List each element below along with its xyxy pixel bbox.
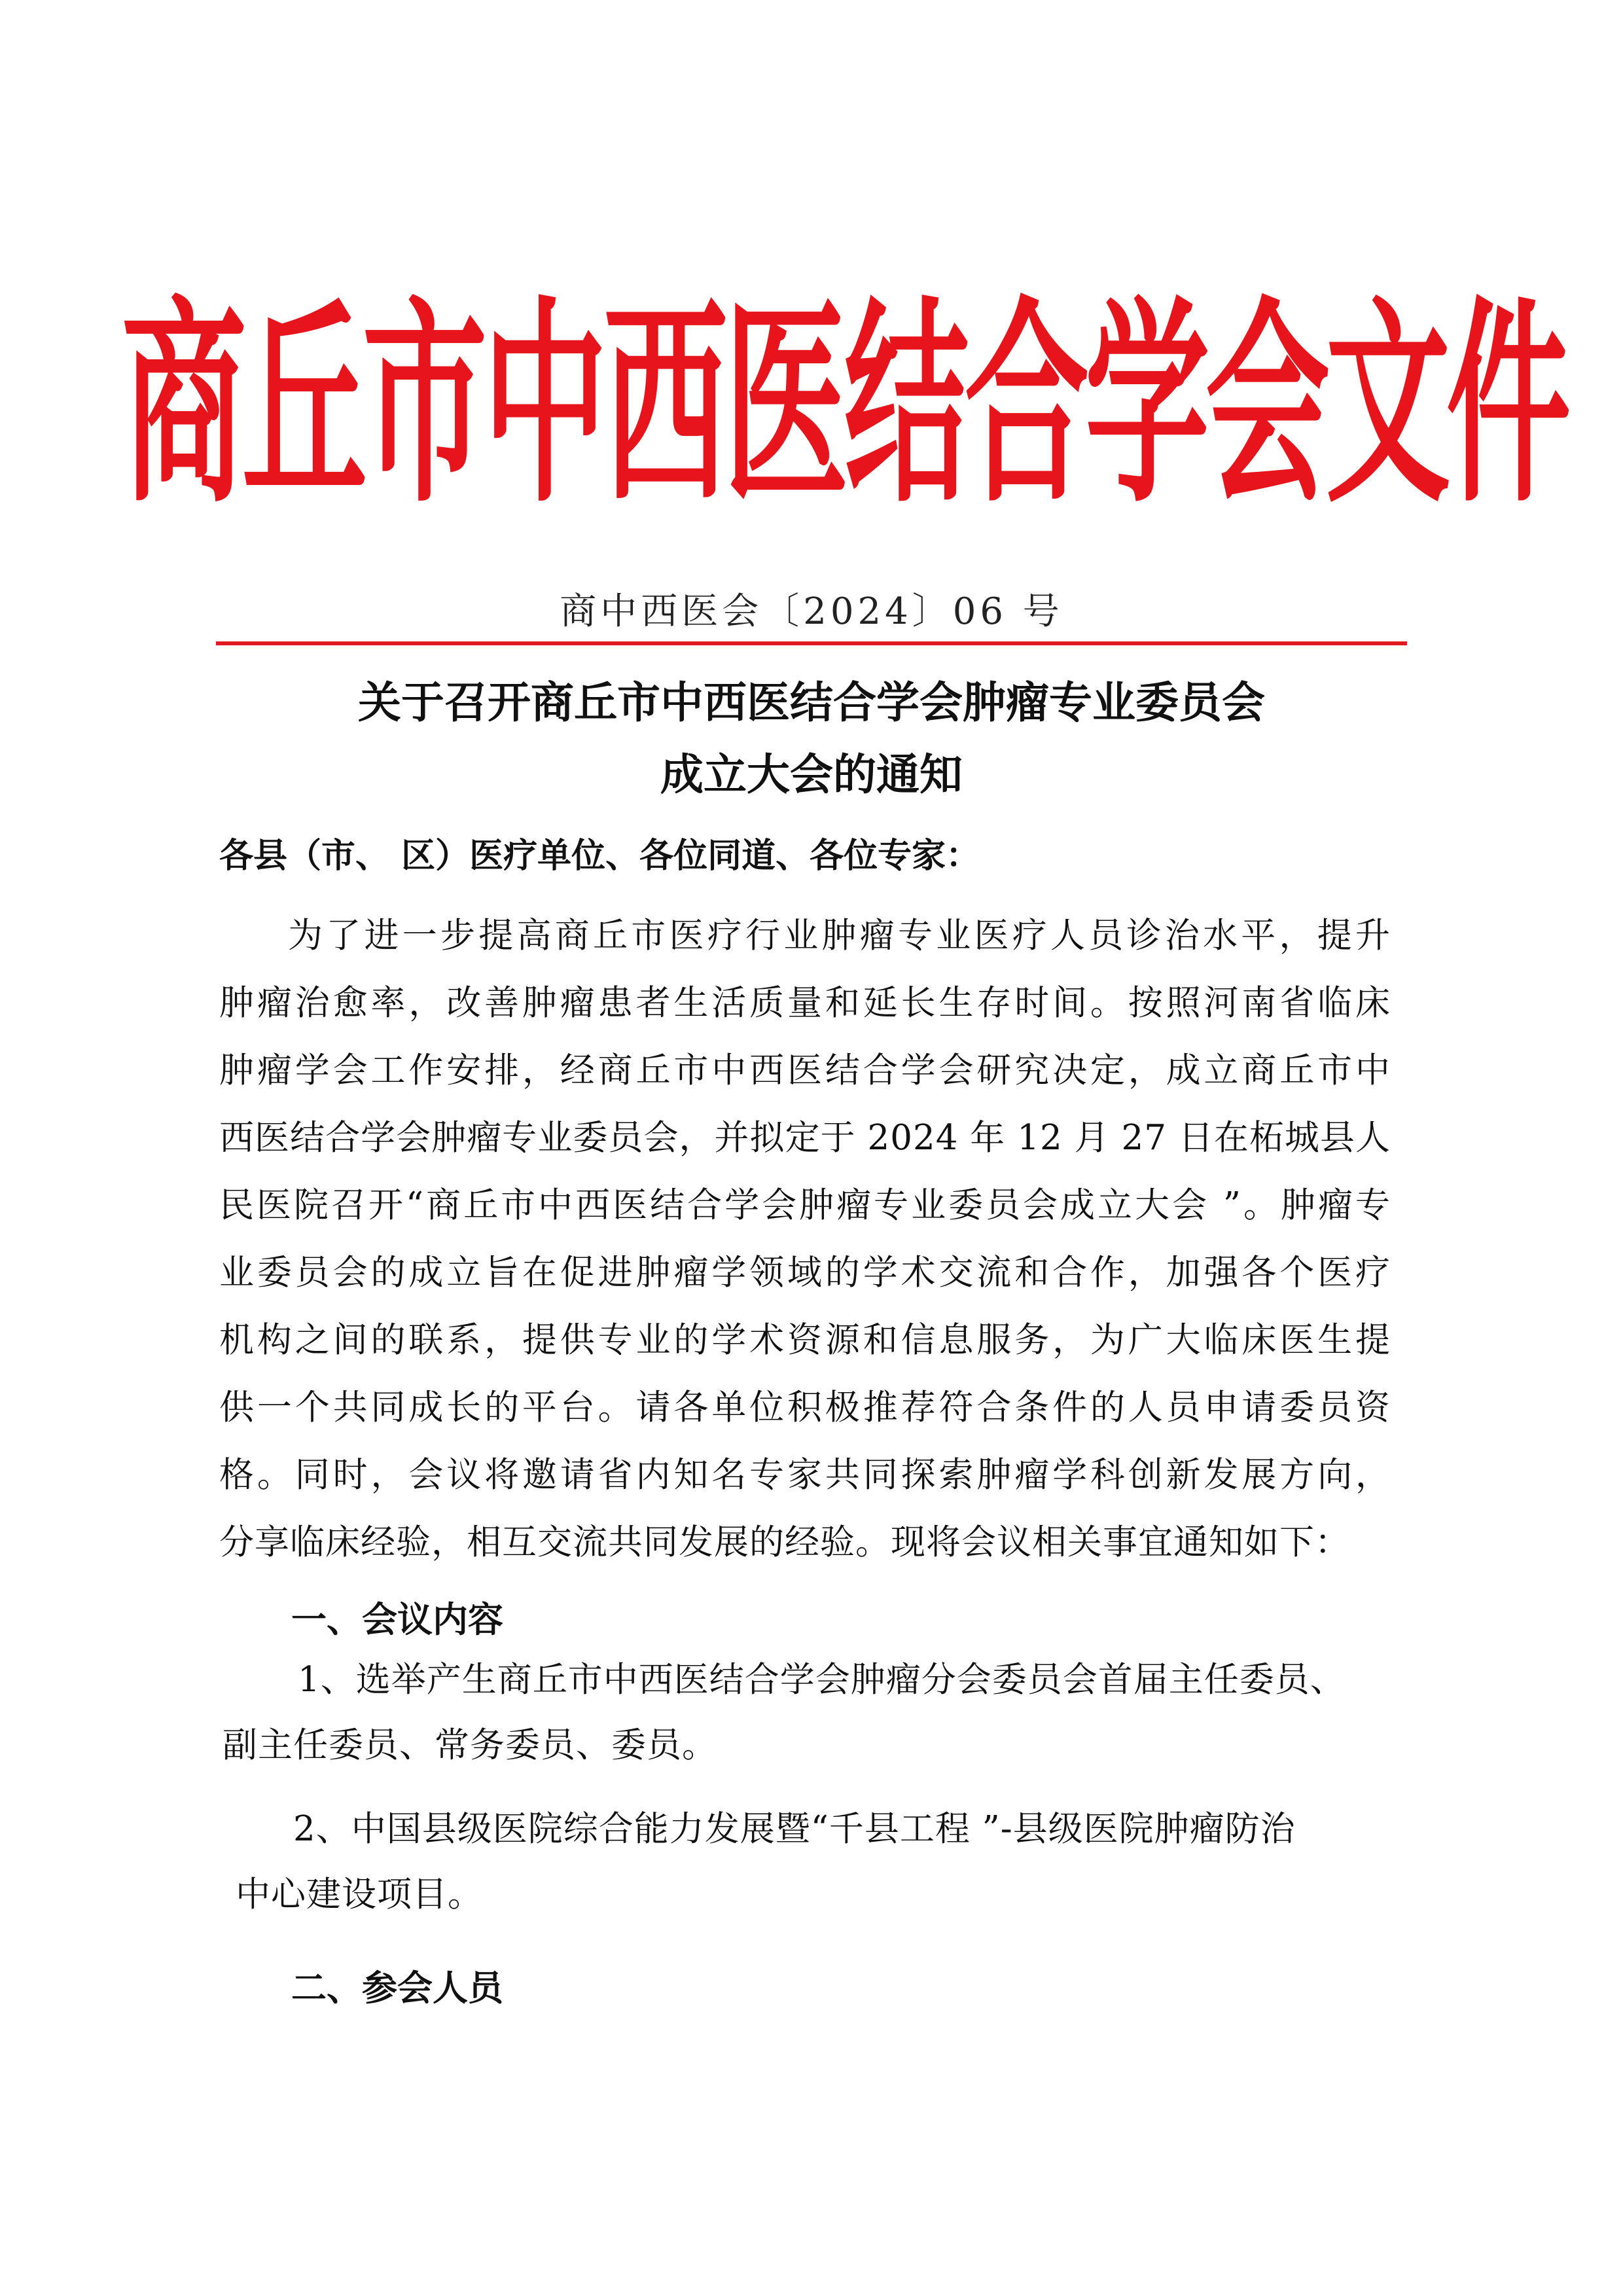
body-line: 肿瘤学会工作安排，经商丘市中西医结合学会研究决定，成立商丘市中 [219, 1050, 1391, 1090]
body-line: 西医结合学会肿瘤专业委员会，并拟定于 2024 年 12 月 27 日在柘城县人 [219, 1118, 1391, 1158]
masthead-title: 商丘市中西医结合学会文件 [122, 278, 1567, 532]
body-line: 机构之间的联系，提供专业的学术资源和信息服务，为广大临床医生提 [219, 1320, 1391, 1360]
body-line: 业委员会的成立旨在促进肿瘤学领域的学术交流和合作，加强各个医疗 [219, 1253, 1391, 1293]
salutation: 各县（市、 区）医疗单位、各位同道、各位专家： [219, 836, 980, 876]
section-heading-meeting-content: 一、会议内容 [291, 1599, 503, 1640]
body-line: 分享临床经验，相互交流共同发展的经验。现将会议相关事宜通知如下： [219, 1522, 1350, 1562]
masthead [122, 278, 1567, 532]
notice-title-line-1: 关于召开商丘市中西医结合学会肿瘤专业委员会 [358, 677, 1265, 728]
body-line: 肿瘤治愈率，改善肿瘤患者生活质量和延长生存时间。按照河南省临床 [219, 983, 1391, 1023]
document-number: 商中西医会〔2024〕06 号 [560, 590, 1063, 633]
body-line: 供一个共同成长的平台。请各单位积极推荐符合条件的人员申请委员资 [219, 1388, 1391, 1427]
body-line: 格。同时，会议将邀请省内知名专家共同探索肿瘤学科创新发展方向， [219, 1455, 1391, 1495]
body-line: 为了进一步提高商丘市医疗行业肿瘤专业医疗人员诊治水平，提升 [288, 916, 1391, 956]
meeting-item-1-line-2: 副主任委员、常务委员、委员。 [223, 1725, 717, 1765]
meeting-item-2-line-2: 中心建设项目。 [236, 1874, 483, 1914]
section-heading-attendees: 二、参会人员 [291, 1967, 503, 2009]
notice-title-line-2: 成立大会的通知 [660, 749, 963, 800]
meeting-item-2-line-1: 2、中国县级医院综合能力发展暨“千县工程 ”-县级医院肿瘤防治 [293, 1809, 1296, 1849]
red-divider-line [216, 641, 1407, 645]
meeting-item-1-line-1: 1、选举产生商丘市中西医结合学会肿瘤分会委员会首届主任委员、 [298, 1660, 1346, 1700]
body-line: 民医院召开“商丘市中西医结合学会肿瘤专业委员会成立大会 ”。肿瘤专 [219, 1185, 1391, 1225]
